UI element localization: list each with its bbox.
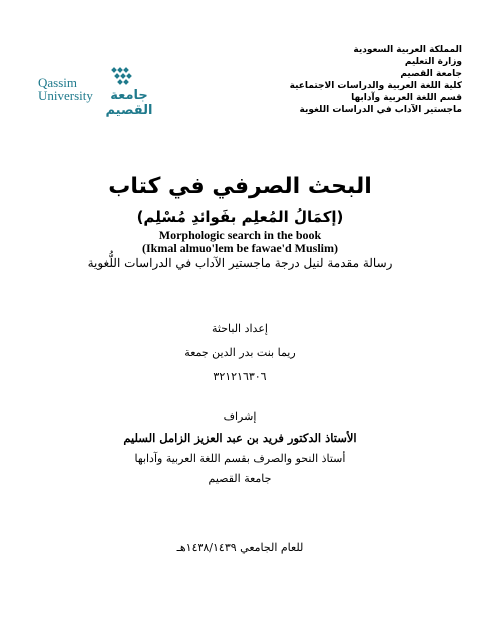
book-title: (إكمَالُ المُعلِم بفَوائدِ مُسْلِم) xyxy=(136,208,344,226)
header-line-country: المملكة العربية السعودية xyxy=(353,45,462,55)
header-line-program: ماجستير الآداب في الدراسات اللغوية xyxy=(299,105,462,115)
supervisor-university: جامعة القصيم xyxy=(208,472,272,485)
researcher-id: ٣٢١٢١٦٣٠٦ xyxy=(213,370,267,383)
logo-latin-line1: Qassim xyxy=(38,75,77,90)
supervisor-title: أستاذ النحو والصرف بقسم اللغة العربية وآدابها xyxy=(134,452,346,465)
institution-header xyxy=(262,44,462,116)
english-title-line1: Morphologic search in the book xyxy=(158,228,322,242)
supervisor-name: الأستاذ الدكتور فريد بن عبد العزيز الزامل السليم xyxy=(123,431,357,445)
header-line-department: قسم اللغة العربية وآدابها xyxy=(351,93,462,103)
university-logo xyxy=(38,66,158,118)
supervision-label: إشراف xyxy=(223,410,257,423)
prepared-by-label: إعداد الباحثة xyxy=(212,322,268,335)
english-title-line2: (Ikmal almuo'lem be fawae'd Muslim) xyxy=(142,241,338,255)
header-line-university: جامعة القصيم xyxy=(400,69,462,79)
researcher-name: ريما بنت بدر الدين جمعة xyxy=(184,346,296,359)
logo-emblem-icon xyxy=(98,66,158,90)
logo-latin-text xyxy=(38,76,98,102)
thesis-description: رسالة مقدمة لنيل درجة ماجستير الآداب في الدراسات اللُّغوية xyxy=(87,256,393,270)
academic-year: للعام الجامعي ١٤٣٨/١٤٣٩هـ xyxy=(176,541,304,554)
logo-arabic-text: جامعة القصيم xyxy=(105,88,153,118)
header-line-ministry: وزارة التعليم xyxy=(404,57,462,67)
thesis-title: البحث الصرفي في كتاب xyxy=(108,174,372,199)
logo-latin-line2: University xyxy=(38,88,93,103)
header-line-college: كلية اللغة العربية والدراسات الاجتماعية xyxy=(289,81,462,91)
